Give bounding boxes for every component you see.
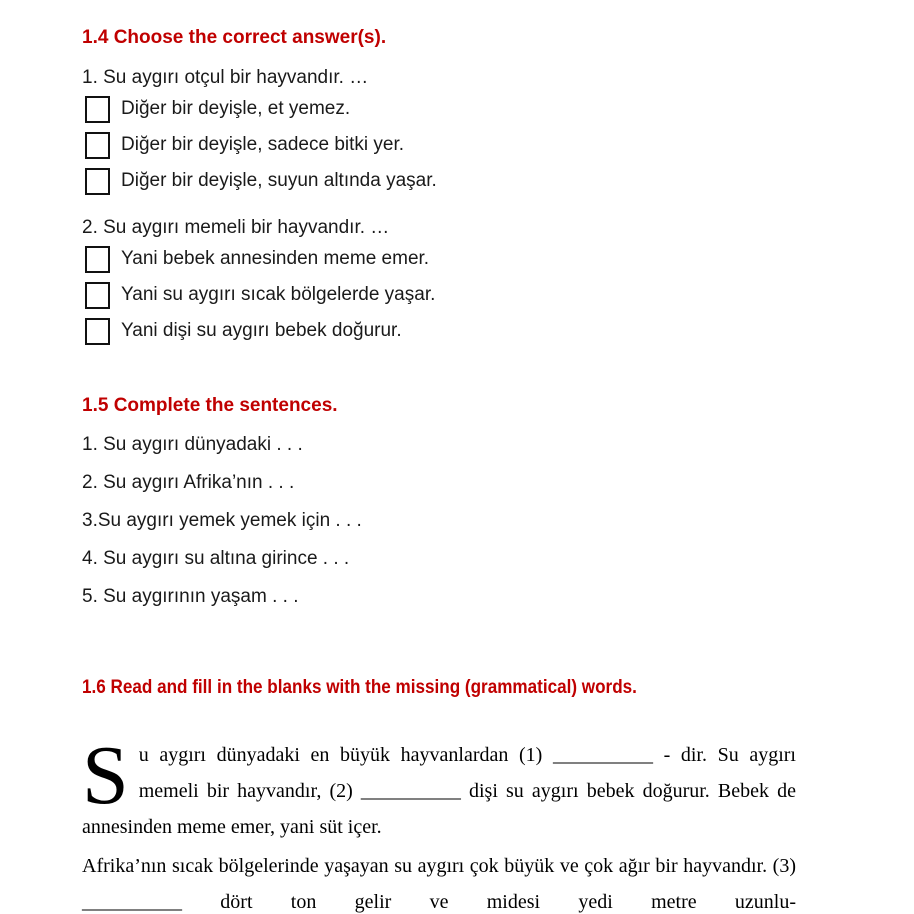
question-2-prompt: 2. Su aygırı memeli bir hayvandır. … bbox=[82, 217, 390, 238]
answer-checkbox[interactable] bbox=[85, 318, 110, 345]
sentence-item-2: 2. Su aygırı Afrika’nın . . . bbox=[82, 472, 295, 493]
question-2-option-row-2 bbox=[82, 277, 796, 313]
question-1-option-row-2 bbox=[82, 127, 796, 163]
answer-checkbox[interactable] bbox=[85, 132, 110, 159]
question-1-option-row-3 bbox=[82, 163, 796, 199]
sentence-item-4: 4. Su aygırı su altına girince . . . bbox=[82, 548, 350, 569]
fill-in-paragraph-1-text: u aygırı dünyadaki en büyük hayvanlardan (1) __________ - dir. Su aygırı memeli bir hayvandır, (2) __________ dişi su aygırı bebek doğurur. Bebek de annesinden meme emer, yani süt içer. bbox=[82, 744, 796, 838]
fill-in-paragraph-1 bbox=[82, 729, 796, 845]
answer-checkbox[interactable] bbox=[85, 246, 110, 273]
option-label: Diğer bir deyişle, sadece bitki yer. bbox=[121, 134, 405, 155]
option-label: Yani dişi su aygırı bebek doğurur. bbox=[121, 320, 402, 341]
sentence-item-5: 5. Su aygırının yaşam . . . bbox=[82, 586, 299, 607]
section-1-6-heading: 1.6 Read and fill in the blanks with the missing (grammatical) words. bbox=[82, 677, 637, 698]
option-label: Diğer bir deyişle, suyun altında yaşar. bbox=[121, 170, 437, 191]
section-1-4-heading: 1.4 Choose the correct answer(s). bbox=[82, 27, 387, 48]
sentence-item-3: 3.Su aygırı yemek yemek için . . . bbox=[82, 510, 362, 531]
section-1-5-heading: 1.5 Complete the sentences. bbox=[82, 395, 338, 416]
answer-checkbox[interactable] bbox=[85, 282, 110, 309]
question-1-option-row-1 bbox=[82, 91, 796, 127]
question-1-prompt: 1. Su aygırı otçul bir hayvandır. … bbox=[82, 67, 369, 88]
option-label: Yani bebek annesinden meme emer. bbox=[121, 248, 430, 269]
question-2-option-row-1 bbox=[82, 241, 796, 277]
drop-cap: S bbox=[82, 729, 129, 822]
sentence-item-1: 1. Su aygırı dünyadaki . . . bbox=[82, 434, 303, 455]
fill-in-paragraph-2: Afrika’nın sıcak bölgelerinde yaşayan su aygırı çok büyük ve çok ağır bir hayvandır. (3) __________ dört ton gelir ve midesi yedi metre uzunlu- bbox=[82, 855, 796, 913]
answer-checkbox[interactable] bbox=[85, 168, 110, 195]
option-label: Diğer bir deyişle, et yemez. bbox=[121, 98, 351, 119]
question-2-option-row-3 bbox=[82, 313, 796, 349]
option-label: Yani su aygırı sıcak bölgelerde yaşar. bbox=[121, 284, 436, 305]
answer-checkbox[interactable] bbox=[85, 96, 110, 123]
